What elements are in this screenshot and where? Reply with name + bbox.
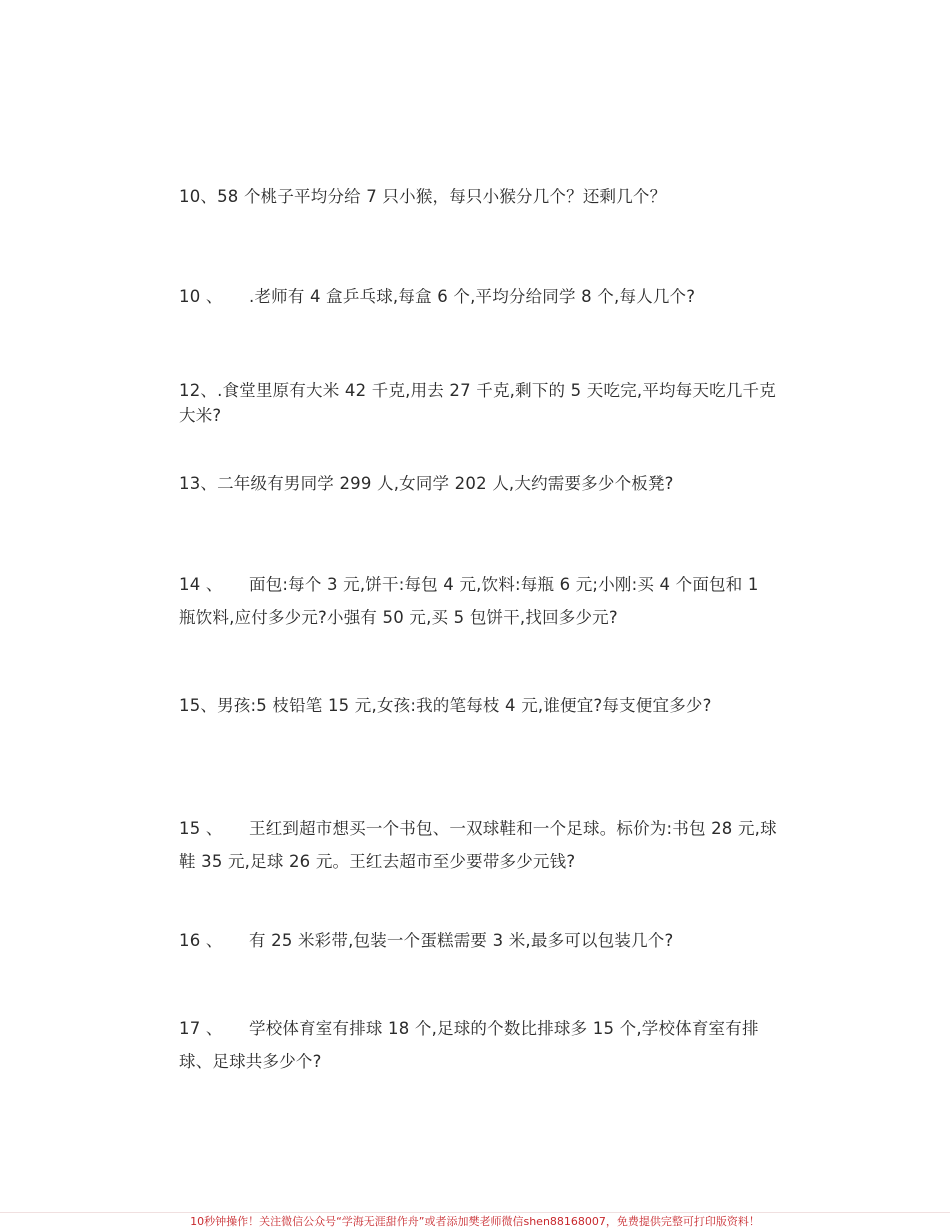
problem-10b (179, 280, 779, 313)
problem-14 (179, 568, 779, 634)
problem-number: 15 、 (179, 819, 223, 838)
problem-number: 17 、 (179, 1019, 223, 1038)
problem-16 (179, 924, 779, 957)
problem-17 (179, 1012, 779, 1078)
problem-text: 有 25 米彩带,包装一个蛋糕需要 3 米,最多可以包装几个? (249, 931, 674, 950)
problem-number: 16 、 (179, 931, 223, 950)
problem-text: 二年级有男同学 299 人,女同学 202 人,大约需要多少个板凳? (217, 474, 674, 493)
problem-number: 15、 (179, 696, 218, 715)
problem-text: 58 个桃子平均分给 7 只小猴，每只小猴分几个？还剩几个？ (217, 187, 667, 206)
problem-15b (179, 812, 779, 878)
problem-text: .老师有 4 盒乒乓球,每盒 6 个,平均分给同学 8 个,每人几个? (249, 287, 696, 306)
problem-number: 13、 (179, 474, 218, 493)
problem-15a (179, 689, 779, 722)
problem-text: 王红到超市想买一个书包、一双球鞋和一个足球。标价为:书包 28 元,球鞋 35 元,足球 26 元。王红去超市至少要带多少元钱? (179, 819, 777, 871)
footer-notice: 10秒钟操作！关注微信公众号“学海无涯甜作舟”或者添加樊老师微信shen88168007，免费提供完整可打印版资料！ (0, 1212, 950, 1231)
problem-12 (179, 378, 779, 428)
problem-text: .食堂里原有大米 42 千克,用去 27 千克,剩下的 5 天吃完,平均每天吃几千克大米? (179, 381, 776, 425)
problem-10a (179, 180, 779, 213)
problem-text: 面包:每个 3 元,饼干:每包 4 元,饮料:每瓶 6 元;小刚:买 4 个面包和 1 瓶饮料,应付多少元?小强有 50 元,买 5 包饼干,找回多少元? (179, 575, 759, 627)
problem-number: 14 、 (179, 575, 223, 594)
problem-number: 10、 (179, 187, 218, 206)
problem-number: 10 、 (179, 287, 223, 306)
problem-text: 男孩:5 枝铅笔 15 元,女孩:我的笔每枝 4 元,谁便宜?每支便宜多少? (217, 696, 712, 715)
problem-text: 学校体育室有排球 18 个,足球的个数比排球多 15 个,学校体育室有排球、足球共多少个? (179, 1019, 759, 1071)
problem-number: 12、 (179, 381, 218, 400)
problem-13 (179, 467, 779, 500)
